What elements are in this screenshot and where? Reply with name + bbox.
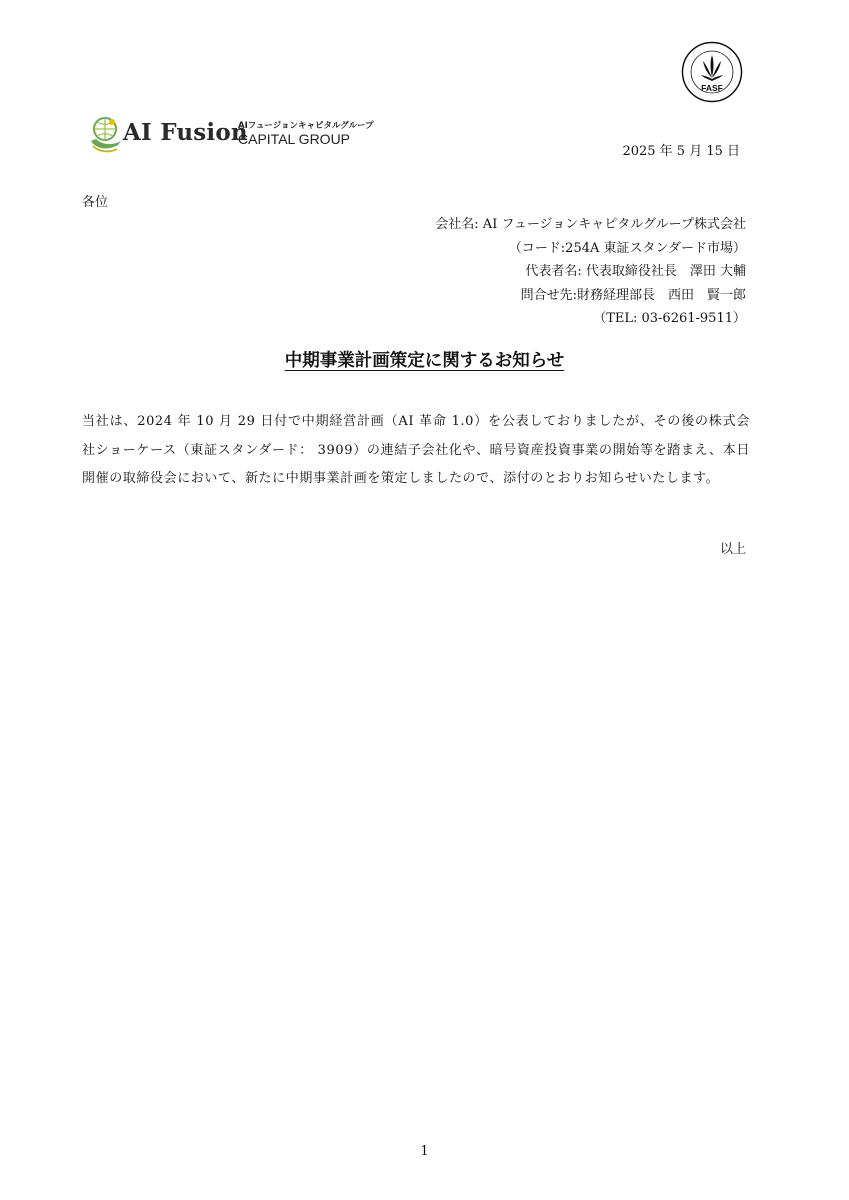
phone-line: （TEL: 03-6261-9511） — [593, 311, 746, 326]
representative-line: 代表者名: 代表取締役社長 澤田 大輔 — [525, 264, 746, 279]
contact-line: 問合せ先:財務経理部長 西田 賢一郎 — [520, 287, 746, 303]
fasf-label: FASF — [701, 83, 723, 93]
document-date: 2025 年 5 月 15 日 — [622, 144, 740, 159]
logo-name: AI Fusion — [123, 119, 248, 146]
body-paragraph: 当社は、2024 年 10 月 29 日付で中期経営計画（AI 革命 1.0）を公表しておりましたが、その後の株式会社ショーケース（東証スタンダード： 3909）の連結子会社化や、暗号資産投資事業の開始等を踏まえ、本日開催の取締役会において、新たに中期事業計画を策定しましたので、添付のとおりお知らせいたします。 — [82, 414, 750, 486]
document-title: 中期事業計画策定に関するお知らせ — [284, 351, 565, 371]
company-info-block — [435, 213, 746, 331]
page-number: 1 — [420, 1144, 429, 1159]
closing-remark: 以上 — [719, 542, 746, 557]
logo-subtitle-jp: AIフュージョンキャピタルグループ — [238, 121, 374, 131]
addressee: 各位 — [82, 195, 109, 210]
fasf-seal — [681, 41, 743, 103]
document-title-wrapper — [0, 347, 849, 372]
logo-subtitle-en: CAPITAL GROUP — [238, 131, 351, 147]
fasf-seal-graphic — [681, 41, 743, 103]
company-logo — [90, 115, 374, 155]
stock-code-line: （コード:254A 東証スタンダード市場） — [508, 240, 746, 256]
company-name-line: 会社名: AI フュージョンキャピタルグループ株式会社 — [435, 217, 746, 232]
globe-hand-icon — [90, 115, 124, 155]
